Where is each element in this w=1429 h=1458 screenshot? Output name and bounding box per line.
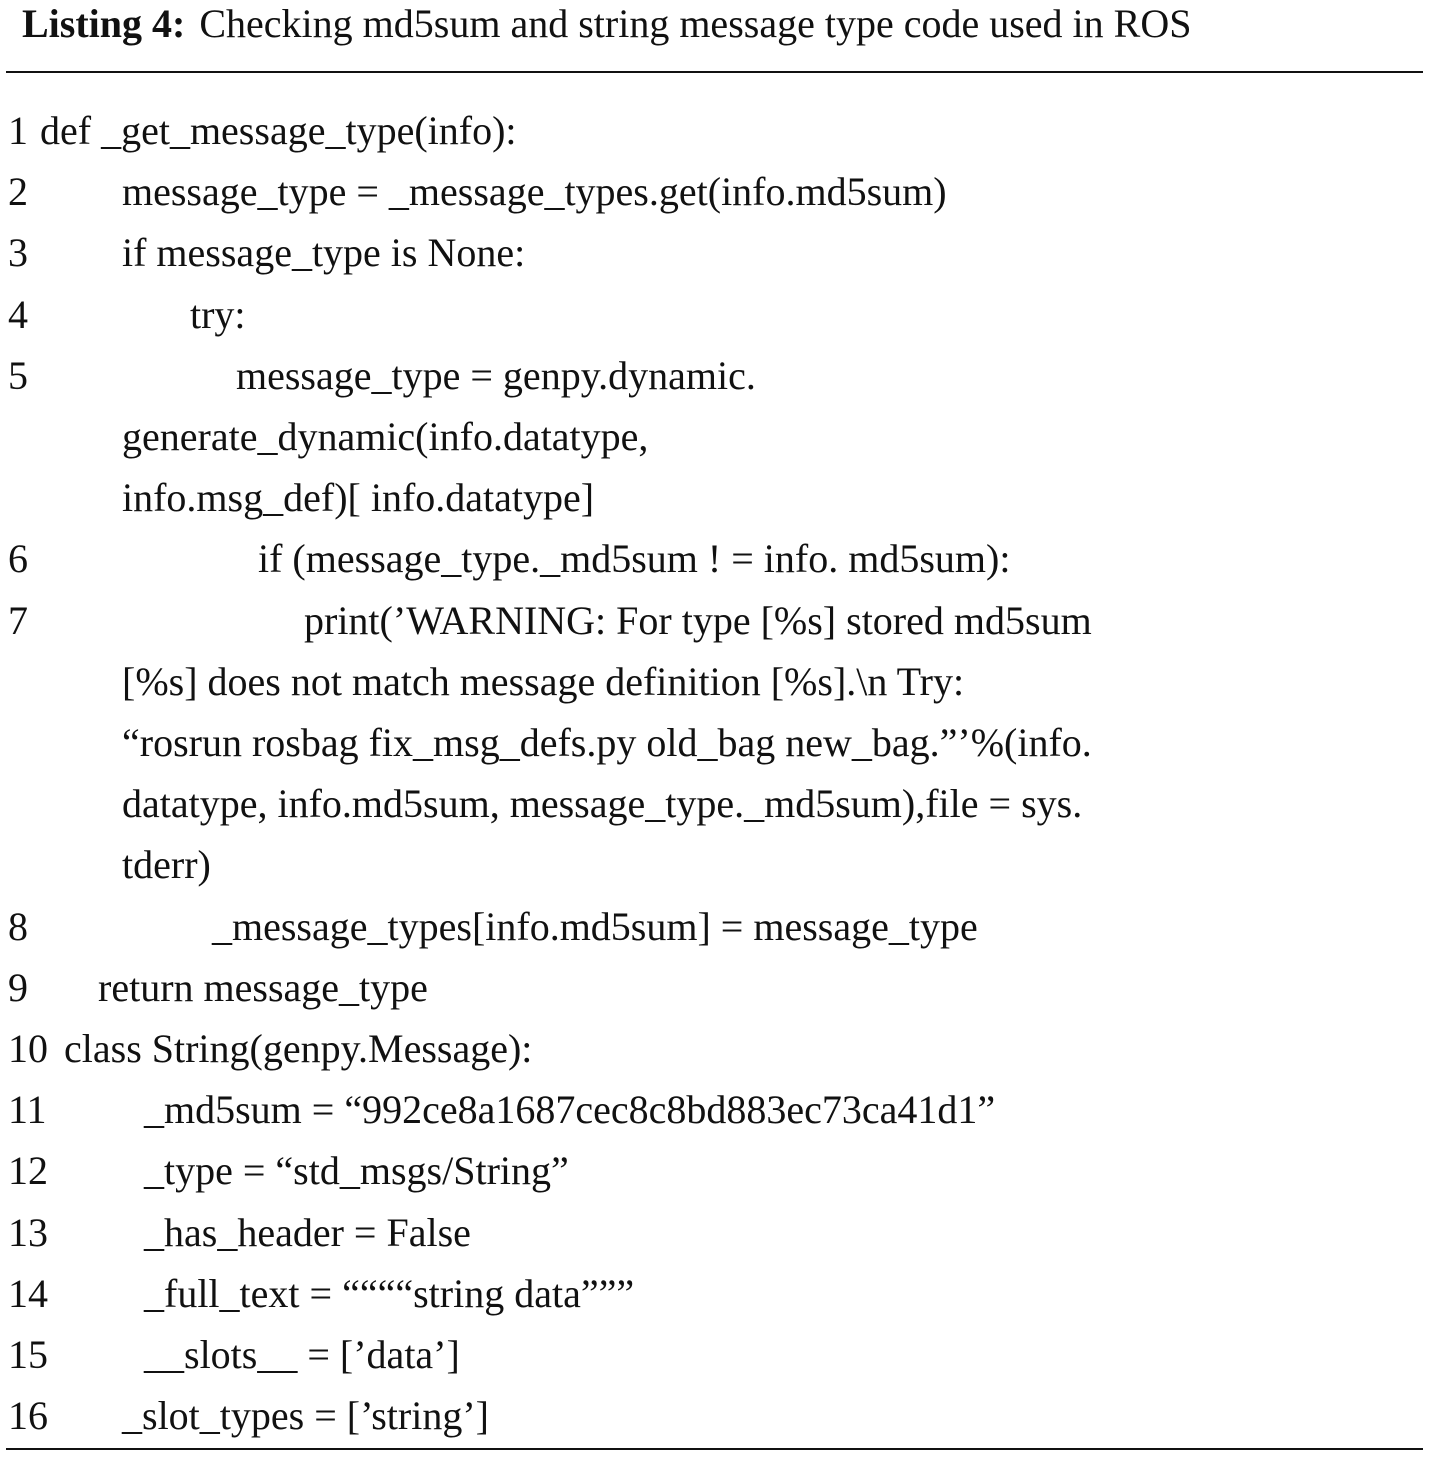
listing-label: Listing 4: — [22, 1, 186, 46]
code-text: class String(genpy.Message): — [64, 1026, 533, 1071]
line-number: 15 — [8, 1332, 48, 1377]
listing-caption — [22, 0, 1191, 48]
code-text: _full_text = ““““string data””” — [144, 1271, 635, 1316]
line-number: 4 — [8, 292, 28, 337]
line-number: 2 — [8, 169, 28, 214]
code-text: generate_dynamic(info.datatype, — [122, 414, 649, 459]
line-number: 1 — [8, 108, 28, 153]
line-number: 13 — [8, 1210, 48, 1255]
line-number: 9 — [8, 965, 28, 1010]
code-text: try: — [190, 292, 246, 337]
code-text: tderr) — [122, 842, 211, 887]
code-text: _has_header = False — [144, 1210, 471, 1255]
line-number: 16 — [8, 1393, 48, 1438]
code-text: _md5sum = “992ce8a1687cec8c8bd883ec73ca41d1” — [144, 1087, 996, 1132]
line-number: 3 — [8, 230, 28, 275]
code-text: _message_types[info.md5sum] = message_type — [212, 904, 978, 949]
line-number: 10 — [8, 1026, 48, 1071]
line-number: 5 — [8, 353, 28, 398]
code-text: print(’WARNING: For type [%s] stored md5sum — [304, 598, 1092, 643]
code-text: “rosrun rosbag fix_msg_defs.py old_bag new_bag.”’%(info. — [122, 720, 1092, 765]
code-text: message_type = genpy.dynamic. — [236, 353, 756, 398]
code-text: [%s] does not match message definition [%s].\n Try: — [122, 659, 965, 704]
line-number: 6 — [8, 536, 28, 581]
code-text: __slots__ = [’data’] — [144, 1332, 460, 1377]
top-rule — [6, 71, 1423, 73]
listing-title: Checking md5sum and string message type code used in ROS — [199, 1, 1192, 46]
code-text: if message_type is None: — [122, 230, 526, 275]
bottom-rule — [6, 1448, 1423, 1450]
line-number: 14 — [8, 1271, 48, 1316]
code-text: def _get_message_type(info): — [40, 108, 517, 153]
line-number: 12 — [8, 1148, 48, 1193]
line-number: 7 — [8, 598, 28, 643]
code-text: if (message_type._md5sum ! = info. md5sum): — [258, 536, 1011, 581]
code-text: _type = “std_msgs/String” — [144, 1148, 569, 1193]
line-number: 11 — [8, 1087, 47, 1132]
line-number: 8 — [8, 904, 28, 949]
code-text: info.msg_def)[ info.datatype] — [122, 475, 595, 520]
code-text: message_type = _message_types.get(info.md5sum) — [122, 169, 947, 214]
code-text: return message_type — [98, 965, 428, 1010]
code-text: datatype, info.md5sum, message_type._md5sum),file = sys. — [122, 781, 1083, 826]
code-text: _slot_types = [’string’] — [122, 1393, 489, 1438]
